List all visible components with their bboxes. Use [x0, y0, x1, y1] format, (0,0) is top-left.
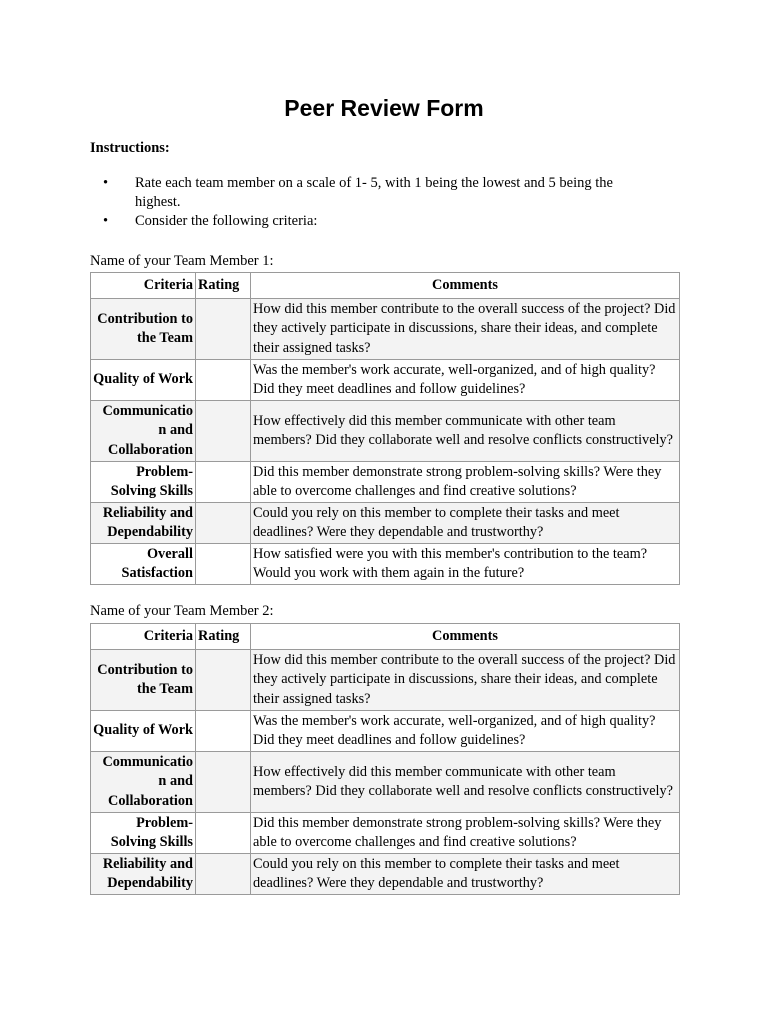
rating-input[interactable]: [196, 299, 251, 360]
criteria-cell: Reliability and Dependability: [91, 854, 196, 895]
criteria-cell: Communicatio n and Collaboration: [91, 401, 196, 462]
rating-input[interactable]: [196, 503, 251, 544]
comment-cell: Was the member's work accurate, well-organized, and of high quality? Did they meet deadlines and follow guidelines?: [251, 711, 680, 752]
instructions-list: [90, 174, 650, 231]
comment-cell: How did this member contribute to the overall success of the project? Did they actively participate in discussions, share their ideas, and complete their assigned tasks?: [251, 299, 680, 360]
comment-cell: Did this member demonstrate strong problem-solving skills? Were they able to overcome challenges and find creative solutions?: [251, 462, 680, 503]
instructions-heading: Instructions:: [90, 140, 170, 156]
criteria-header: Criteria: [91, 273, 196, 299]
comments-header: Comments: [251, 624, 680, 650]
table-row: [91, 813, 680, 854]
criteria-header: Criteria: [91, 624, 196, 650]
comment-cell: How effectively did this member communicate with other team members? Did they collaborate well and resolve conflicts constructively?: [251, 401, 680, 462]
table-row: [91, 299, 680, 360]
rating-input[interactable]: [196, 854, 251, 895]
rating-header: Rating: [196, 624, 251, 650]
bullet-icon: •: [103, 213, 109, 229]
table-header-row: [91, 273, 680, 299]
table-header-row: [91, 624, 680, 650]
rating-header: Rating: [196, 273, 251, 299]
criteria-cell: Overall Satisfaction: [91, 544, 196, 585]
rating-input[interactable]: [196, 650, 251, 711]
criteria-cell: Problem-Solving Skills: [91, 462, 196, 503]
bullet-icon: •: [103, 175, 109, 191]
comments-header: Comments: [251, 273, 680, 299]
instruction-item: [90, 212, 650, 231]
member-1-label: Name of your Team Member 1:: [90, 253, 274, 269]
criteria-cell: Reliability and Dependability: [91, 503, 196, 544]
criteria-cell: Contribution to the Team: [91, 299, 196, 360]
instruction-text: Consider the following criteria:: [135, 213, 318, 229]
member-2-table: [90, 623, 680, 895]
comment-cell: How did this member contribute to the overall success of the project? Did they actively participate in discussions, share their ideas, and complete their assigned tasks?: [251, 650, 680, 711]
page-title: Peer Review Form: [284, 95, 484, 121]
table-row: [91, 752, 680, 813]
criteria-cell: Communicatio n and Collaboration: [91, 752, 196, 813]
table-row: [91, 854, 680, 895]
comment-cell: Could you rely on this member to complete their tasks and meet deadlines? Were they dependable and trustworthy?: [251, 503, 680, 544]
table-row: [91, 401, 680, 462]
member-1-table: [90, 272, 680, 585]
criteria-cell: Quality of Work: [91, 360, 196, 401]
table-row: [91, 360, 680, 401]
comment-cell: How effectively did this member communicate with other team members? Did they collaborate well and resolve conflicts constructively?: [251, 752, 680, 813]
rating-input[interactable]: [196, 752, 251, 813]
table-row: [91, 650, 680, 711]
criteria-cell: Problem-Solving Skills: [91, 813, 196, 854]
comment-cell: How satisfied were you with this member's contribution to the team? Would you work with them again in the future?: [251, 544, 680, 585]
rating-input[interactable]: [196, 360, 251, 401]
rating-input[interactable]: [196, 813, 251, 854]
table-row: [91, 711, 680, 752]
instruction-item: [90, 174, 650, 212]
criteria-cell: Quality of Work: [91, 711, 196, 752]
comment-cell: Could you rely on this member to complete their tasks and meet deadlines? Were they dependable and trustworthy?: [251, 854, 680, 895]
comment-cell: Did this member demonstrate strong problem-solving skills? Were they able to overcome challenges and find creative solutions?: [251, 813, 680, 854]
rating-input[interactable]: [196, 401, 251, 462]
table-row: [91, 503, 680, 544]
criteria-cell: Contribution to the Team: [91, 650, 196, 711]
rating-input[interactable]: [196, 711, 251, 752]
comment-cell: Was the member's work accurate, well-organized, and of high quality? Did they meet deadlines and follow guidelines?: [251, 360, 680, 401]
table-row: [91, 462, 680, 503]
instruction-text: Rate each team member on a scale of 1- 5, with 1 being the lowest and 5 being the highest.: [135, 175, 613, 210]
rating-input[interactable]: [196, 544, 251, 585]
member-2-label: Name of your Team Member 2:: [90, 603, 274, 619]
table-row: [91, 544, 680, 585]
rating-input[interactable]: [196, 462, 251, 503]
